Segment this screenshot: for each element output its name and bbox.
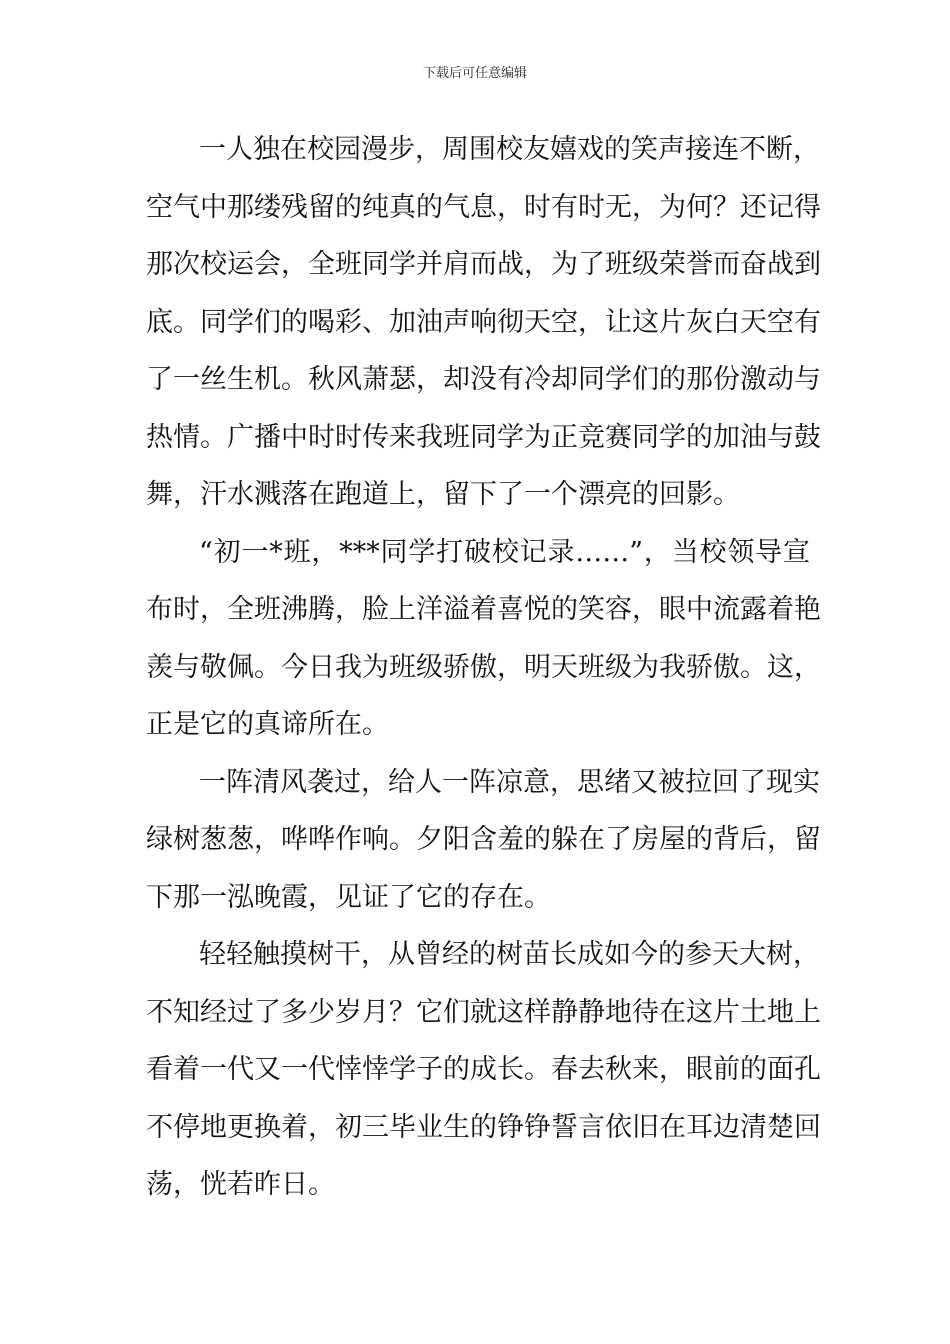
text-line: 不知经过了多少岁月？它们就这样静静地待在这片土地上	[146, 997, 821, 1028]
text-line: 不停地更换着，初三毕业生的铮铮誓言依旧在耳边清楚回	[146, 1112, 821, 1143]
text-line: 舞，汗水溅落在跑道上，留下了一个漂亮的回影。	[146, 479, 740, 510]
text-line: 一人独在校园漫步，周围校友嬉戏的笑声接连不断，	[199, 134, 820, 165]
text-line: 了一丝生机。秋风萧瑟，却没有冷却同学们的那份激动与	[146, 364, 821, 395]
text-line: 一阵清风袭过，给人一阵凉意，思绪又被拉回了现实	[199, 767, 820, 798]
text-line: 下那一泓晚霞，见证了它的存在。	[146, 882, 551, 913]
text-line: 那次校运会，全班同学并肩而战，为了班级荣誉而奋战到	[146, 249, 821, 280]
text-line: 荡，恍若昨日。	[146, 1169, 335, 1200]
text-line: 布时，全班沸腾，脸上洋溢着喜悦的笑容，眼中流露着艳	[146, 594, 821, 625]
text-line: 看着一代又一代悻悻学子的成长。春去秋来，眼前的面孔	[146, 1054, 821, 1085]
text-line: 热情。广播中时时传来我班同学为正竞赛同学的加油与鼓	[146, 422, 821, 453]
text-line: 空气中那缕残留的纯真的气息，时有时无，为何？还记得	[146, 192, 821, 223]
text-line: 绿树葱葱，哗哗作响。夕阳含羞的躲在了房屋的背后，留	[146, 824, 821, 855]
text-line: 底。同学们的喝彩、加油声响彻天空，让这片灰白天空有	[146, 307, 821, 338]
text-line: 羡与敬佩。今日我为班级骄傲，明天班级为我骄傲。这，	[146, 652, 821, 683]
text-line: 轻轻触摸树干，从曾经的树苗长成如今的参天大树，	[199, 939, 820, 970]
text-line: “初一*班，***同学打破校记录……”，当校领导宣	[199, 537, 810, 568]
text-line: 正是它的真谛所在。	[146, 709, 389, 740]
page-header-note: 下载后可任意编辑	[422, 66, 527, 81]
